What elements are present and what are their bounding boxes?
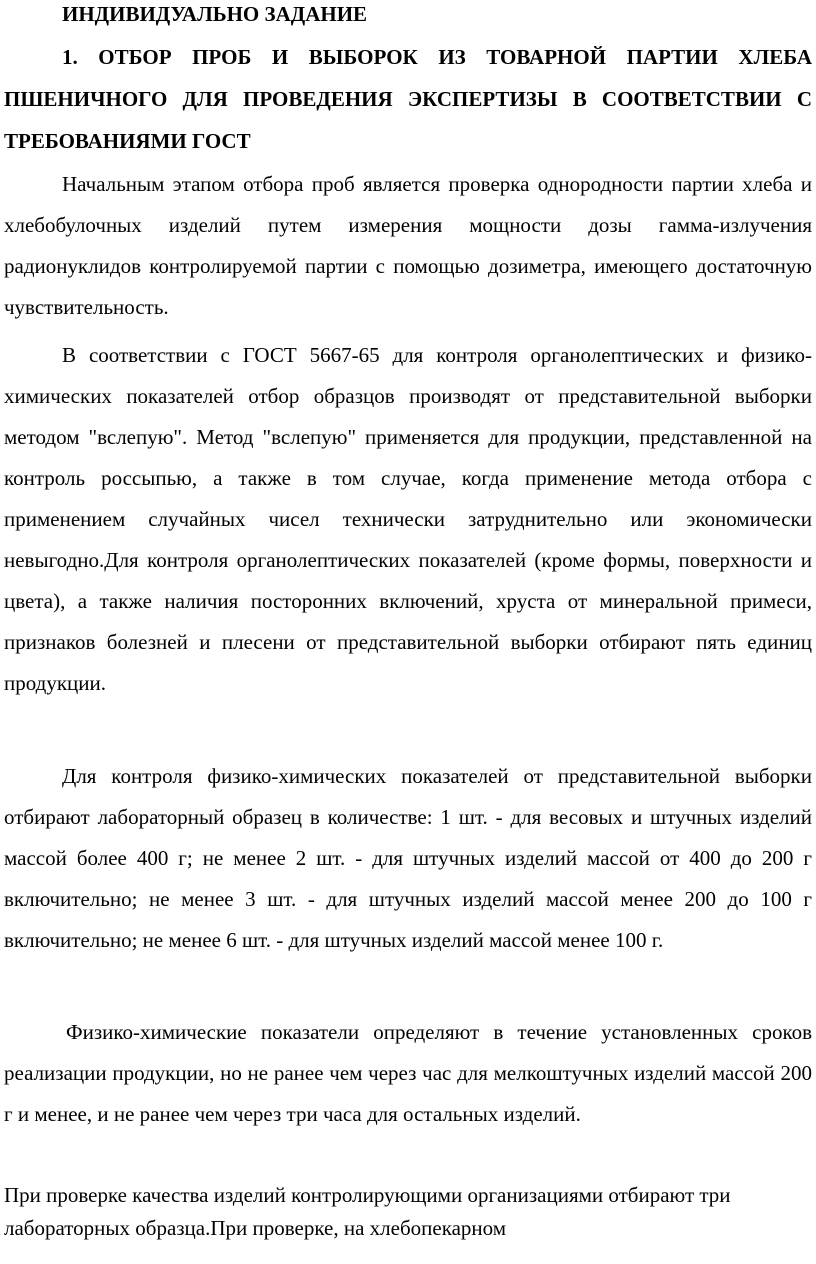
paragraph-sampling-method: В соответствии с ГОСТ 5667-65 для контроля органолептических и физико-химических показателей отбор образцов производят от представительной выборки методом "вслепую". Метод "вслепую" применяется для продукции, представленной на контроль россыпью, а также в том случае, когда применение метода отбора с применением случайных чисел технически затруднительно или экономически невыгодно.Для контроля органолептических показателей (кроме формы, поверхности и цвета), а также наличия посторонних включений, хруста от минеральной примеси, признаков болезней и плесени от представительной выборки отбирают пять единиц продукции. [4, 343, 812, 695]
paragraph-lab-sample-quantity: Для контроля физико-химических показателей от представительной выборки отбирают лабораторный образец в количестве: 1 шт. - для весовых и штучных изделий массой более 400 г; не менее 2 шт. - для штучных изделий массой от 400 до 200 г включительно; не менее 3 шт. - для штучных изделий массой менее 200 до 100 г включительно; не менее 6 шт. - для штучных изделий массой менее 100 г. [4, 764, 812, 952]
paragraph-testing-timing: Физико-химические показатели определяют в течение установленных сроков реализации продукции, но не ранее чем через час для мелкоштучных изделий массой 200 г и менее, и не ранее чем через три часа для остальных изделий. [4, 1020, 812, 1126]
assignment-label: ИНДИВИДУАЛЬНО ЗАДАНИЕ [62, 2, 368, 26]
section-title-text: 1. ОТБОР ПРОБ И ВЫБОРОК ИЗ ТОВАРНОЙ ПАРТИИ ХЛЕБА ПШЕНИЧНОГО ДЛЯ ПРОВЕДЕНИЯ ЭКСПЕРТИЗЫ В СООТВЕТСТВИИ С ТРЕБОВАНИЯМИ ГОСТ [4, 45, 812, 153]
section-title [4, 36, 812, 162]
paragraph-homogeneity-check: Начальным этапом отбора проб является проверка однородности партии хлеба и хлебобулочных изделий путем измерения мощности дозы гамма-излучения радионуклидов контролируемой партии с помощью дозиметра, имеющего достаточную чувствительность. [4, 172, 812, 319]
paragraph-inspection-samples: При проверке качества изделий контролирующими организациями отбирают три лабораторных образца.При проверке, на хлебопекарном [4, 1183, 731, 1240]
